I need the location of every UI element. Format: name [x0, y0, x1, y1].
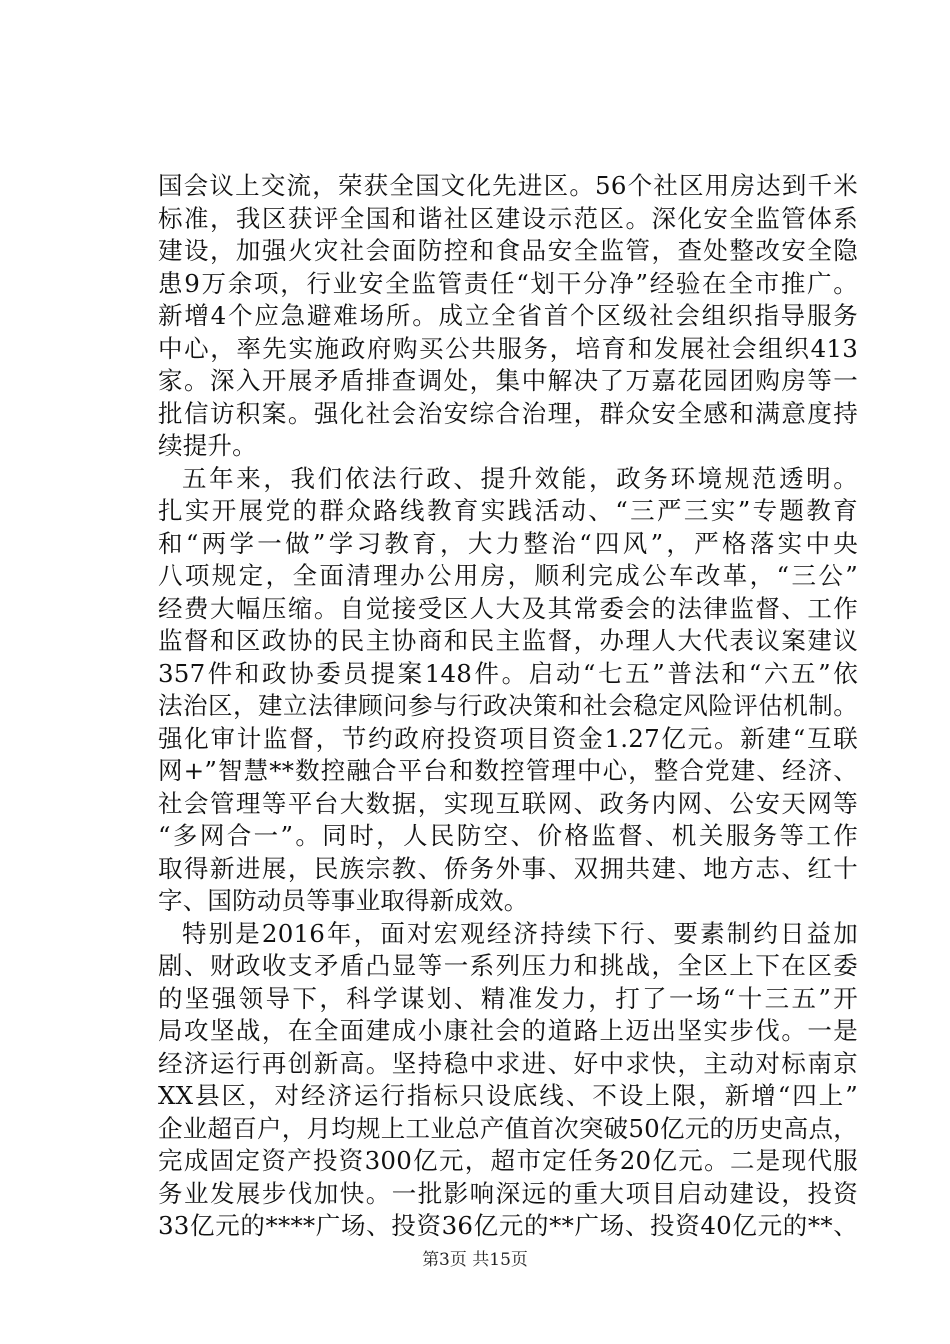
text-line: 网+”智慧**数控融合平台和数控管理中心，整合党建、经济、: [158, 756, 858, 785]
text-line: 批信访积案。强化社会治安综合治理，群众安全感和满意度持: [158, 398, 858, 428]
text-line: 经费大幅压缩。自觉接受区人大及其常委会的法律监督、工作: [158, 593, 858, 623]
text-line: 中心，率先实施政府购买公共服务，培育和发展社会组织413: [158, 333, 858, 363]
text-line: 经济运行再创新高。坚持稳中求进、好中求快，主动对标南京: [158, 1048, 858, 1078]
text-line: 续提升。: [158, 431, 257, 460]
text-line: 完成固定资产投资300亿元，超市定任务20亿元。二是现代服: [158, 1146, 858, 1175]
text-line: 家。深入开展矛盾排查调处，集中解决了万嘉花园团购房等一: [158, 366, 858, 395]
text-line: 务业发展步伐加快。一批影响深远的重大项目启动建设，投资: [158, 1178, 858, 1208]
text-line: 标准，我区获评全国和谐社区建设示范区。深化安全监管体系: [158, 203, 858, 233]
text-line: 八项规定，全面清理办公用房，顺利完成公车改革，“三公”: [158, 561, 858, 590]
text-line: XX县区，对经济运行指标只设底线、不设上限，新增“四上”: [158, 1081, 858, 1110]
paragraph-1: [158, 170, 858, 463]
text-line: 监督和区政协的民主协商和民主监督，办理人大代表议案建议: [158, 626, 858, 655]
text-line: 取得新进展，民族宗教、侨务外事、双拥共建、地方志、红十: [158, 853, 858, 883]
text-line: 国会议上交流，荣获全国文化先进区。56个社区用房达到千米: [158, 171, 858, 200]
text-line: 的坚强领导下，科学谋划、精准发力，打了一场“十三五”开: [158, 983, 858, 1013]
text-line: 字、国防动员等事业取得新成效。: [158, 886, 529, 915]
text-line: 剧、财政收支矛盾凸显等一系列压力和挑战，全区上下在区委: [158, 951, 858, 980]
text-line: 法治区，建立法律顾问参与行政决策和社会稳定风险评估机制。: [158, 691, 858, 720]
text-line: 社会管理等平台大数据，实现互联网、政务内网、公安天网等: [158, 788, 858, 818]
text-line: 33亿元的****广场、投资36亿元的**广场、投资40亿元的**、: [158, 1211, 858, 1240]
text-line: 和“两学一做”学习教育，大力整治“四风”，严格落实中央: [158, 528, 858, 558]
text-line: 建设，加强火灾社会面防控和食品安全监管，查处整改安全隐: [158, 236, 858, 265]
text-line: 357件和政协委员提案148件。启动“七五”普法和“六五”依: [158, 658, 858, 688]
text-line: 新增4个应急避难场所。成立全省首个区级社会组织指导服务: [158, 301, 858, 330]
text-line: 特别是2016年，面对宏观经济持续下行、要素制约日益加: [182, 918, 858, 948]
paragraph-2: [158, 463, 858, 918]
page-number-footer: 第3页 共15页: [422, 1250, 528, 1270]
text-line: 局攻坚战，在全面建成小康社会的道路上迈出坚实步伐。一是: [158, 1016, 858, 1045]
text-line: 强化审计监督，节约政府投资项目资金1.27亿元。新建“互联: [158, 723, 858, 753]
body-text: [158, 170, 858, 1243]
text-line: 扎实开展党的群众路线教育实践活动、“三严三实”专题教育: [158, 496, 858, 525]
text-line: 企业超百户，月均规上工业总产值首次突破50亿元的历史高点，: [158, 1113, 858, 1143]
paragraph-3: [158, 918, 858, 1243]
text-line: “多网合一”。同时，人民防空、价格监督、机关服务等工作: [158, 821, 858, 850]
text-line: 患9万余项，行业安全监管责任“划干分净”经验在全市推广。: [158, 268, 858, 298]
text-line: 五年来，我们依法行政、提升效能，政务环境规范透明。: [182, 463, 858, 493]
